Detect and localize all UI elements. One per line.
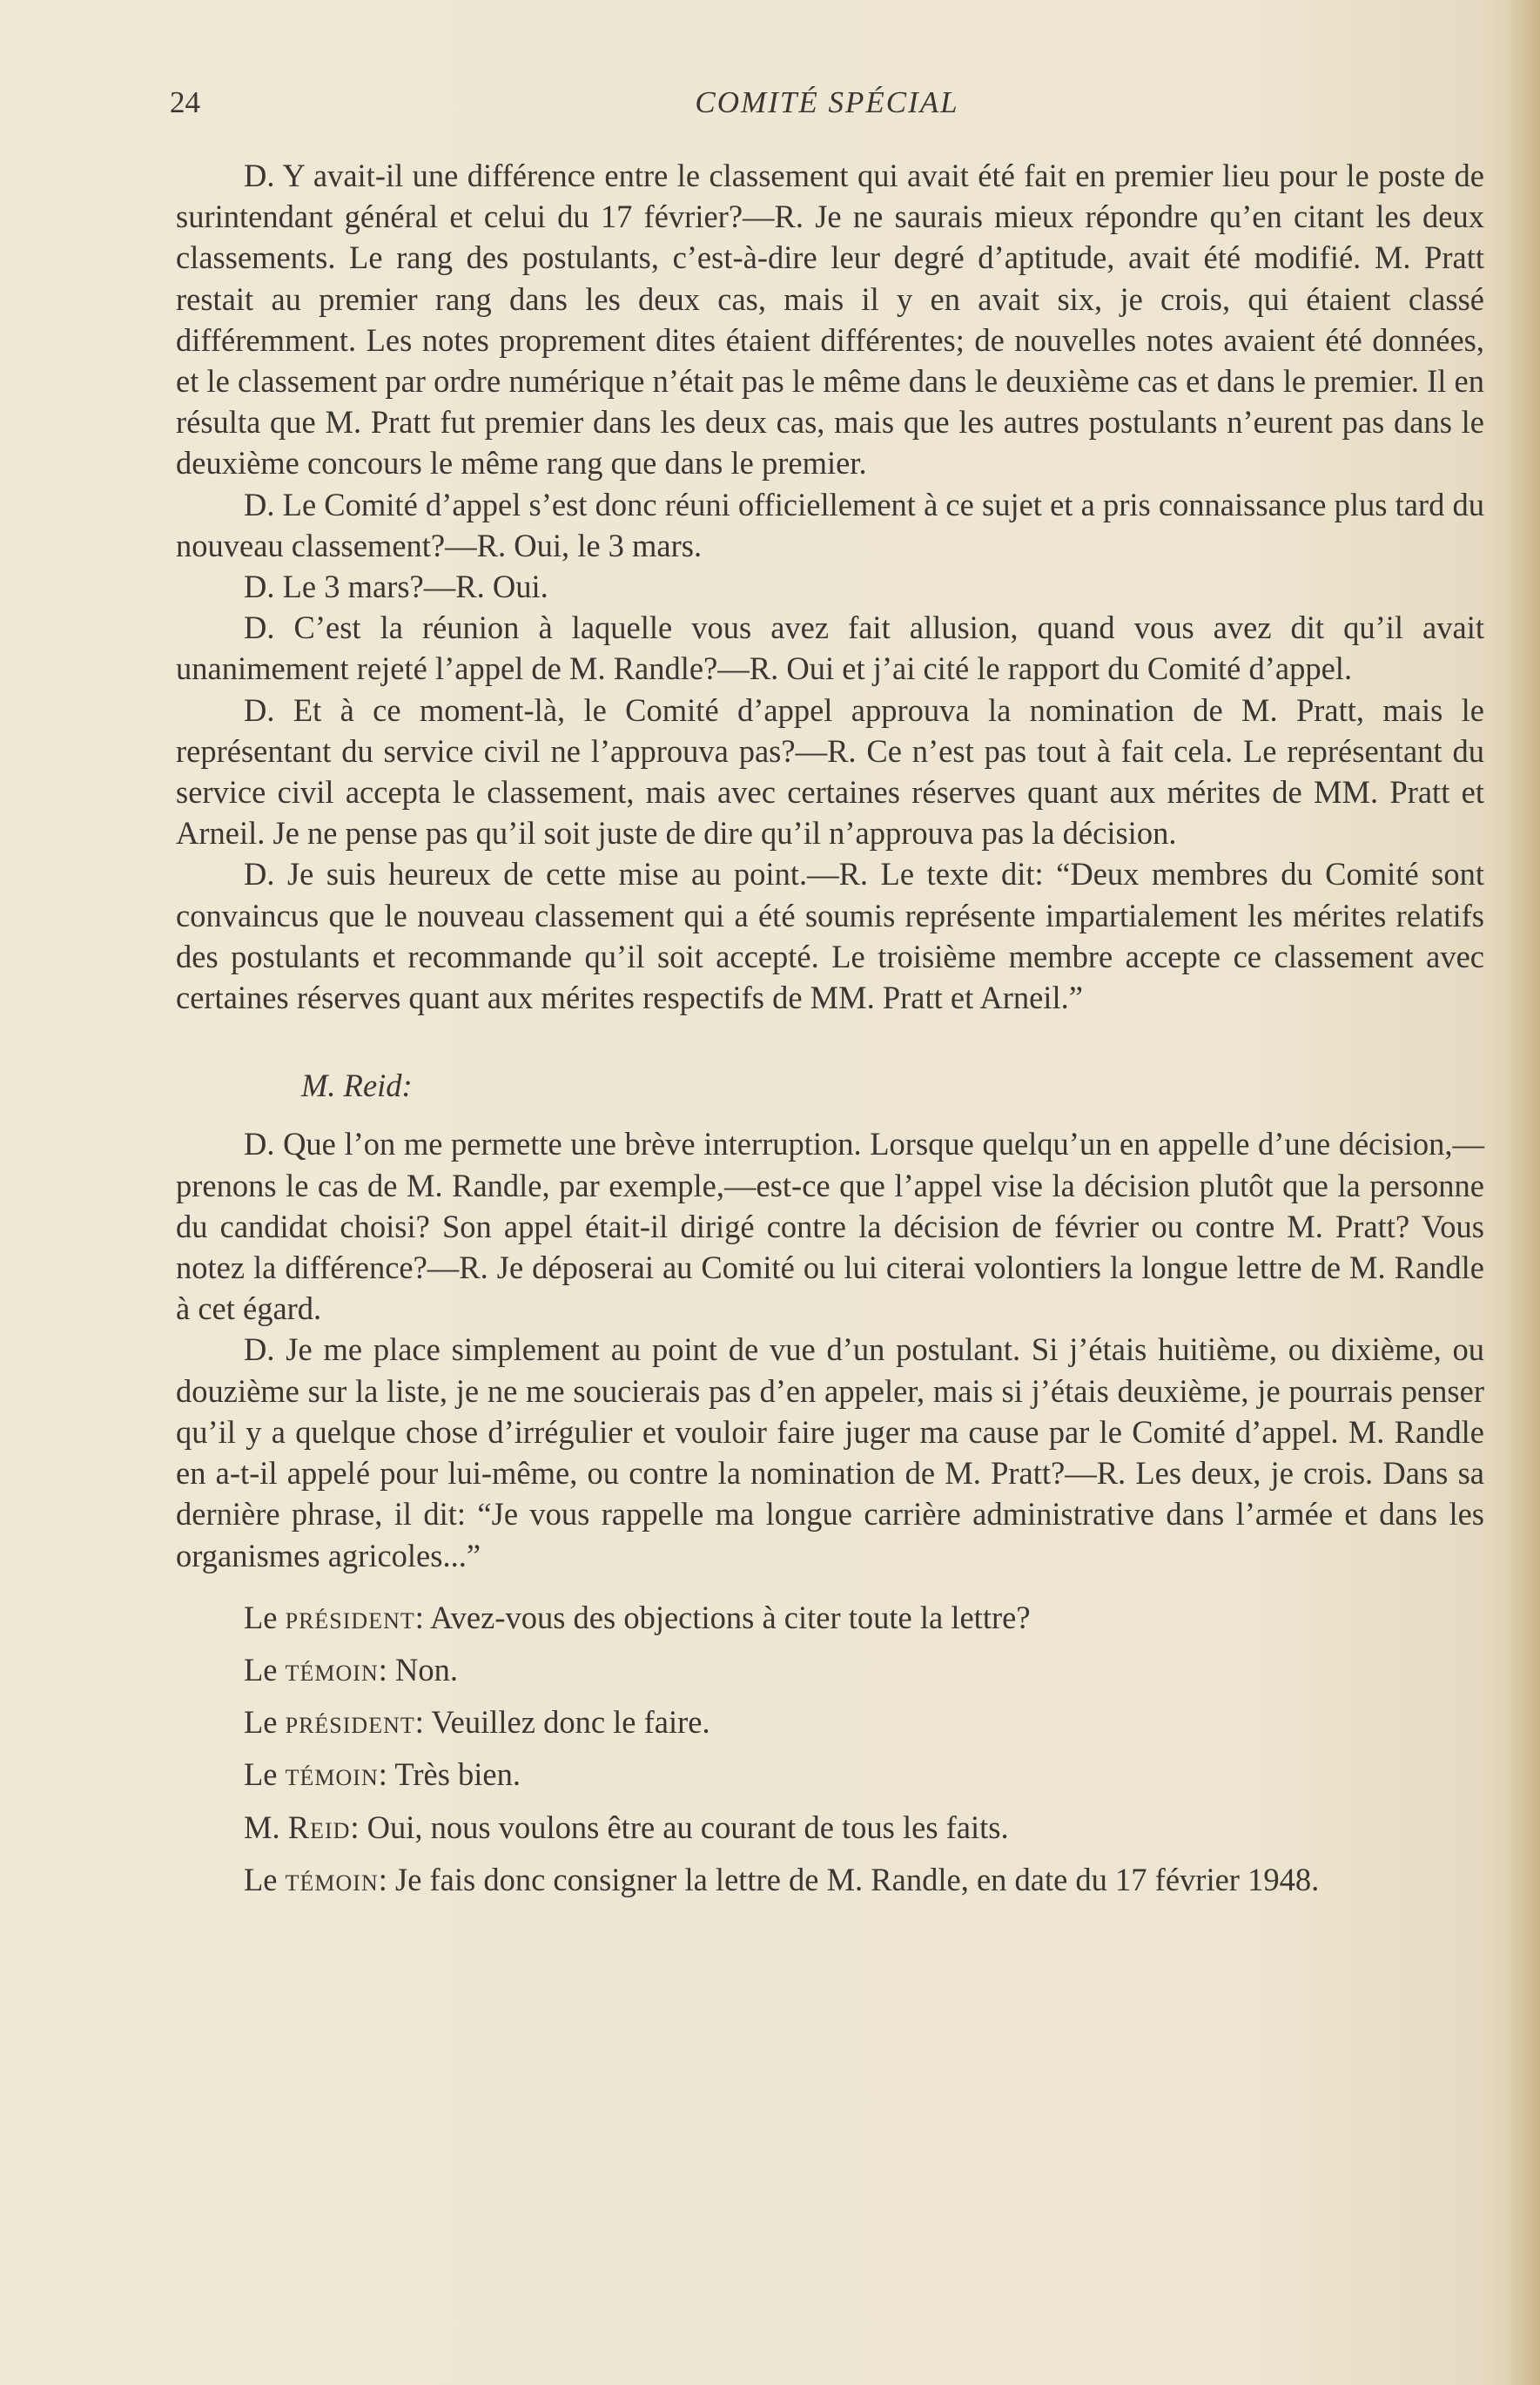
speaker-label: président bbox=[285, 1599, 415, 1635]
page-body bbox=[176, 155, 1484, 1911]
exchange-line: Le témoin: Je fais donc consigner la lettre de M. Randle, en date du 17 février 1948. bbox=[244, 1861, 1320, 1897]
exchange-line: Le président: Veuillez donc le faire. bbox=[244, 1704, 710, 1741]
page-header bbox=[170, 85, 1484, 129]
exchange-line: M. Reid: Oui, nous voulons être au courant de tous les faits. bbox=[244, 1809, 1009, 1845]
paragraph-question-1: D. Y avait-il une différence entre le classement qui avait été fait en premier lieu pour le poste de surintendant général et celui du 17 février?—R. Je ne saurais mieux répondre qu’en citant les deux classements. Le rang des postulants, c’est-à-dire leur degré d’aptitude, avait été modifié. M. Pratt restait au premier rang dans les deux cas, mais il y en avait six, je crois, qui étaient classé différemment. Les notes proprement dites étaient différentes; de nouvelles notes avaient été données, et le classement par ordre numérique n’était pas le même dans le deuxième cas et dans le premier. Il en résulta que M. Pratt fut premier dans les deux cas, mais que les autres postulants n’eurent pas dans le deuxième concours le même rang que dans le premier. bbox=[176, 158, 1484, 482]
paragraph-question-7: D. Que l’on me permette une brève interruption. Lorsque quelqu’un en appelle d’une décision,—prenons le cas de M. Randle, par exemple,—est-ce que l’appel vise la décision plutôt que la personne du candidat choisi? Son appel était-il dirigé contre la décision de février ou contre M. Pratt? Vous notez la différence?—R. Je déposerai au Comité ou lui citerai volontiers la longue lettre de M. Randle à cet égard. bbox=[176, 1126, 1484, 1327]
paragraph-question-3: D. Le 3 mars?—R. Oui. bbox=[244, 569, 548, 605]
paragraph-question-5: D. Et à ce moment-là, le Comité d’appel approuva la nomination de M. Pratt, mais le représentant du service civil ne l’approuva pas?—R. Ce n’est pas tout à fait cela. Le représentant du service civil accepta le classement, mais avec certaines réserves quant aux mérites de MM. Pratt et Arneil. Je ne pense pas qu’il soit juste de dire qu’il n’approuva pas la décision. bbox=[176, 691, 1484, 852]
paragraph-question-6: D. Je suis heureux de cette mise au point.—R. Le texte dit: “Deux membres du Comité sont convaincus que le nouveau classement qui a été soumis représente impartialement les mérites relatifs des postulants et recommande qu’il soit accepté. Le troisième membre accepte ce classement avec certaines réserves quant aux mérites respectifs de MM. Pratt et Arneil.” bbox=[176, 856, 1484, 1016]
speaker-label: Reid bbox=[287, 1809, 351, 1845]
speaker-label: témoin bbox=[285, 1861, 379, 1897]
paragraph-question-2: D. Le Comité d’appel s’est donc réuni officiellement à ce sujet et a pris connaissance plus tard du nouveau classement?—R. Oui, le 3 mars. bbox=[176, 486, 1484, 563]
exchange-line: Le président: Avez-vous des objections à citer toute la lettre? bbox=[244, 1599, 1031, 1635]
speaker-label: témoin bbox=[285, 1756, 379, 1793]
speaker-label: président bbox=[285, 1704, 415, 1741]
speaker-heading: M. Reid: bbox=[301, 1068, 413, 1104]
running-title: COMITÉ SPÉCIAL bbox=[695, 85, 959, 119]
page-edge-shadow bbox=[1507, 0, 1540, 2385]
page-number: 24 bbox=[170, 85, 200, 119]
paragraph-question-8: D. Je me place simplement au point de vue d’un postulant. Si j’étais huitième, ou dixième, ou douzième sur la liste, je ne me soucierais pas d’en appeler, mais si j’étais deuxième, je pourrais penser qu’il y a quelque chose d’irrégulier et vouloir faire juger ma cause par le Comité d’appel. M. Randle en a-t-il appelé pour lui-même, ou contre la nomination de M. Pratt?—R. Les deux, je crois. Dans sa dernière phrase, il dit: “Je vous rappelle ma longue carrière administrative dans l’armée et dans les organismes agricoles...” bbox=[176, 1331, 1484, 1573]
speaker-label: témoin bbox=[285, 1651, 379, 1688]
exchange-line: Le témoin: Très bien. bbox=[244, 1756, 521, 1793]
paragraph-question-4: D. C’est la réunion à laquelle vous avez fait allusion, quand vous avez dit qu’il avait unanimement rejeté l’appel de M. Randle?—R. Oui et j’ai cité le rapport du Comité d’appel. bbox=[176, 610, 1484, 687]
exchange-line: Le témoin: Non. bbox=[244, 1651, 458, 1688]
